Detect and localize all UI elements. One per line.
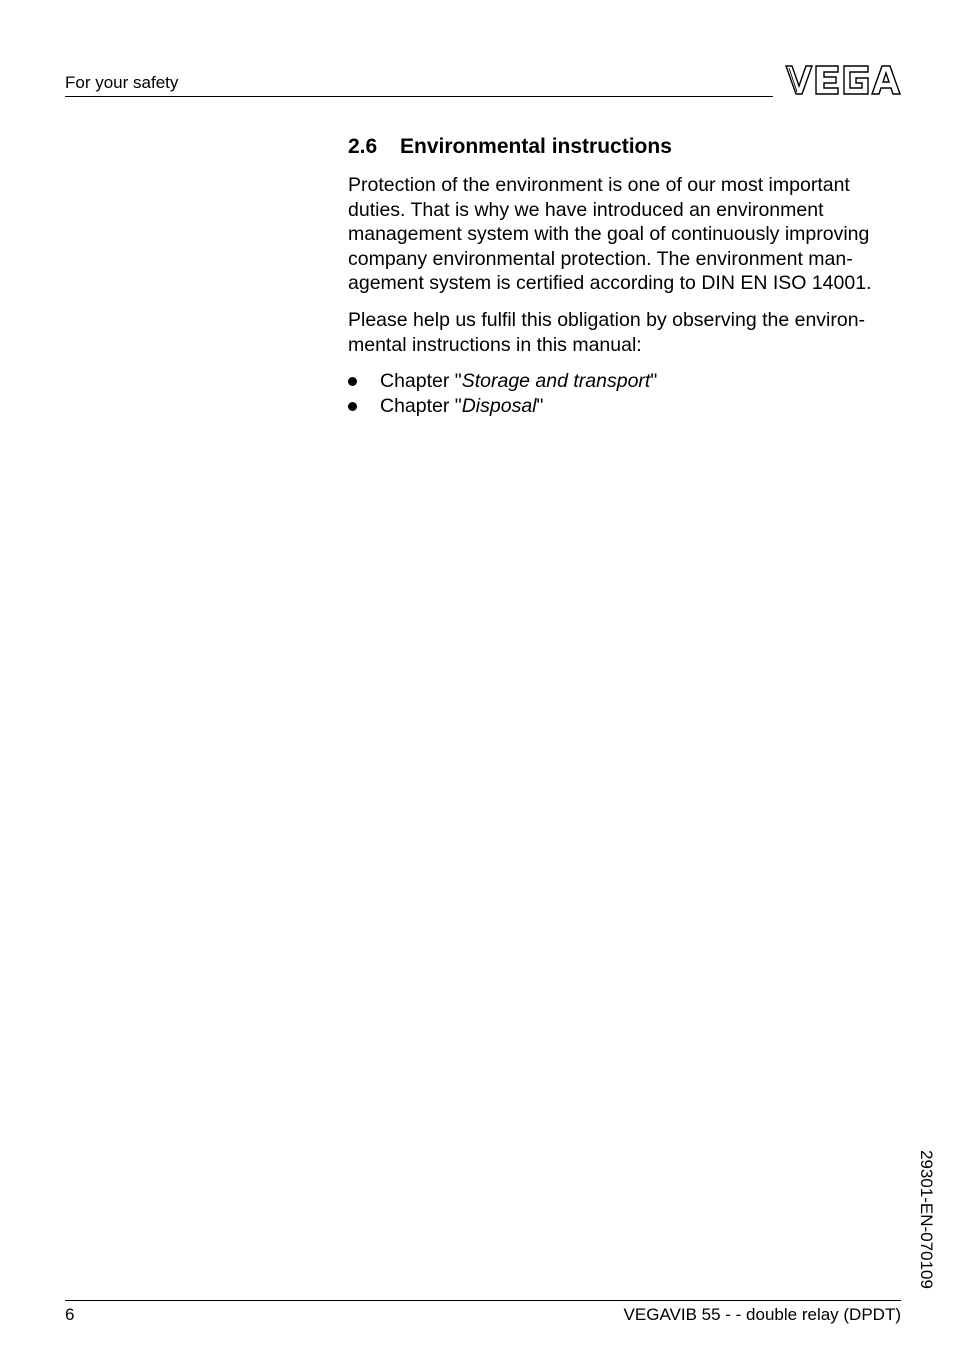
- paragraph-line: Protection of the environment is one of our most important: [348, 174, 850, 196]
- paragraph-line: company environmental protection. The environment man-: [348, 247, 853, 270]
- paragraph-line: management system with the goal of continuously improving: [348, 223, 870, 246]
- chapter-reference-list: [348, 369, 908, 418]
- section-title-text: Environmental instructions: [400, 135, 672, 158]
- paragraph-help-request: [348, 308, 908, 357]
- running-header: For your safety: [65, 73, 179, 92]
- paragraph-line: duties. That is why we have introduced an environment: [348, 198, 824, 221]
- section-heading: [348, 134, 672, 160]
- chapter-reference: Storage and transport: [461, 370, 651, 393]
- paragraph-line: agement system is certified according to DIN EN ISO 14001.: [348, 272, 872, 295]
- vega-logo: [784, 62, 902, 98]
- paragraph-environment-policy: [348, 173, 908, 296]
- paragraph-line: Please help us fulfil this obligation by observing the environ-: [348, 308, 866, 331]
- bullet-dot-icon: [348, 377, 357, 386]
- list-item: Chapter "Storage and transport": [348, 369, 908, 394]
- footer-rule: [65, 1300, 901, 1301]
- header-rule: [65, 96, 773, 97]
- chapter-reference: Disposal: [461, 394, 537, 417]
- section-number: 2.6: [348, 135, 378, 158]
- bullet-dot-icon: [348, 402, 357, 411]
- page-number: 6: [65, 1305, 75, 1324]
- list-item: Chapter "Disposal": [348, 394, 908, 419]
- section-body: [348, 173, 908, 418]
- paragraph-line: mental instructions in this manual:: [348, 333, 642, 356]
- document-code: 29301-EN-070109: [917, 1150, 936, 1289]
- footer-product-name: VEGAVIB 55 - - double relay (DPDT): [623, 1305, 901, 1324]
